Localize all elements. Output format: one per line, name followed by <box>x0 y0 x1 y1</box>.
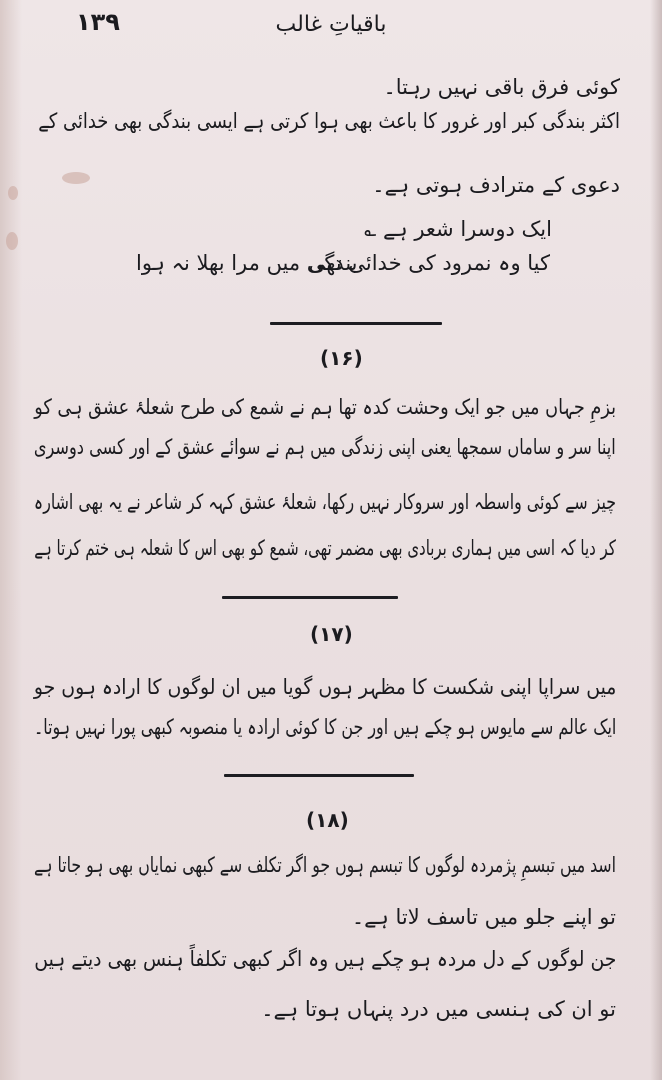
text-line: جن لوگوں کے دل مردہ ہو چکے ہیں وہ اگر کبھی تکلفاً ہنس بھی دیتے ہیں <box>33 947 616 971</box>
text-line: کر دیا کہ اسی میں ہماری بربادی بھی مضمر تھی، شمع کو بھی اس کا شعلہ ہی ختم کرتا ہے <box>34 536 616 560</box>
text-line: بزمِ جہاں میں جو ایک وحشت کدہ تھا ہم نے شمع کی طرح شعلۂ عشق ہی کو <box>34 395 616 419</box>
paper-stain <box>8 186 18 200</box>
text-line: چیز سے کوئی واسطہ اور سروکار نہیں رکھا، شعلۂ عشق کہہ کر شاعر نے یہ بھی اشارہ <box>33 490 616 514</box>
verse-hemistich-second: بندگی میں مرا بھلا نہ ہوا <box>136 251 358 275</box>
text-line: میں سراپا اپنی شکست کا مظہر ہوں گویا میں ان لوگوں کا ارادہ ہوں جو <box>33 675 616 699</box>
page-number: ۱۳۹ <box>76 8 120 36</box>
text-line: ایک عالم سے مایوس ہو چکے ہیں اور جن کا کوئی ارادہ یا منصوبہ کبھی پورا نہیں ہوتا۔ <box>33 715 616 739</box>
paper-stain <box>6 232 18 250</box>
section-number: (۱۷) <box>310 622 353 646</box>
text-line: تو اپنے جلو میں تاسف لاتا ہے۔ <box>351 905 616 929</box>
text-line: ایک دوسرا شعر ہے ؎ <box>364 217 552 241</box>
text-line: تو ان کی ہنسی میں درد پنہاں ہوتا ہے۔ <box>261 997 616 1021</box>
section-divider <box>270 322 442 325</box>
page-left-edge-shadow <box>0 0 22 1080</box>
paper-stain <box>62 172 90 184</box>
text-line: دعوی کے مترادف ہوتی ہے۔ <box>372 173 620 197</box>
section-divider <box>224 774 414 777</box>
text-line: اپنا سر و ساماں سمجھا یعنی اپنی زندگی میں ہم نے سوائے عشق کے اور کسی دوسری <box>34 435 616 459</box>
section-number: (۱۸) <box>306 808 349 832</box>
section-divider <box>222 596 398 599</box>
running-title: باقیاتِ غالب <box>275 12 387 37</box>
page-right-edge-shadow <box>650 0 662 1080</box>
text-line: اکثر بندگی کبر اور غرور کا باعث بھی ہوا کرتی ہے ایسی بندگی بھی خدائی کے <box>38 109 620 133</box>
section-number: (۱۶) <box>320 346 363 370</box>
verse-hemistich-first: کیا وہ نمرود کی خدائی تھی <box>308 251 550 275</box>
text-line: اسد میں تبسمِ پژمردہ لوگوں کا تبسم ہوں جو اگر تکلف سے کبھی نمایاں بھی ہو جاتا ہے <box>34 853 616 877</box>
text-line: کوئی فرق باقی نہیں رہتا۔ <box>383 75 620 99</box>
